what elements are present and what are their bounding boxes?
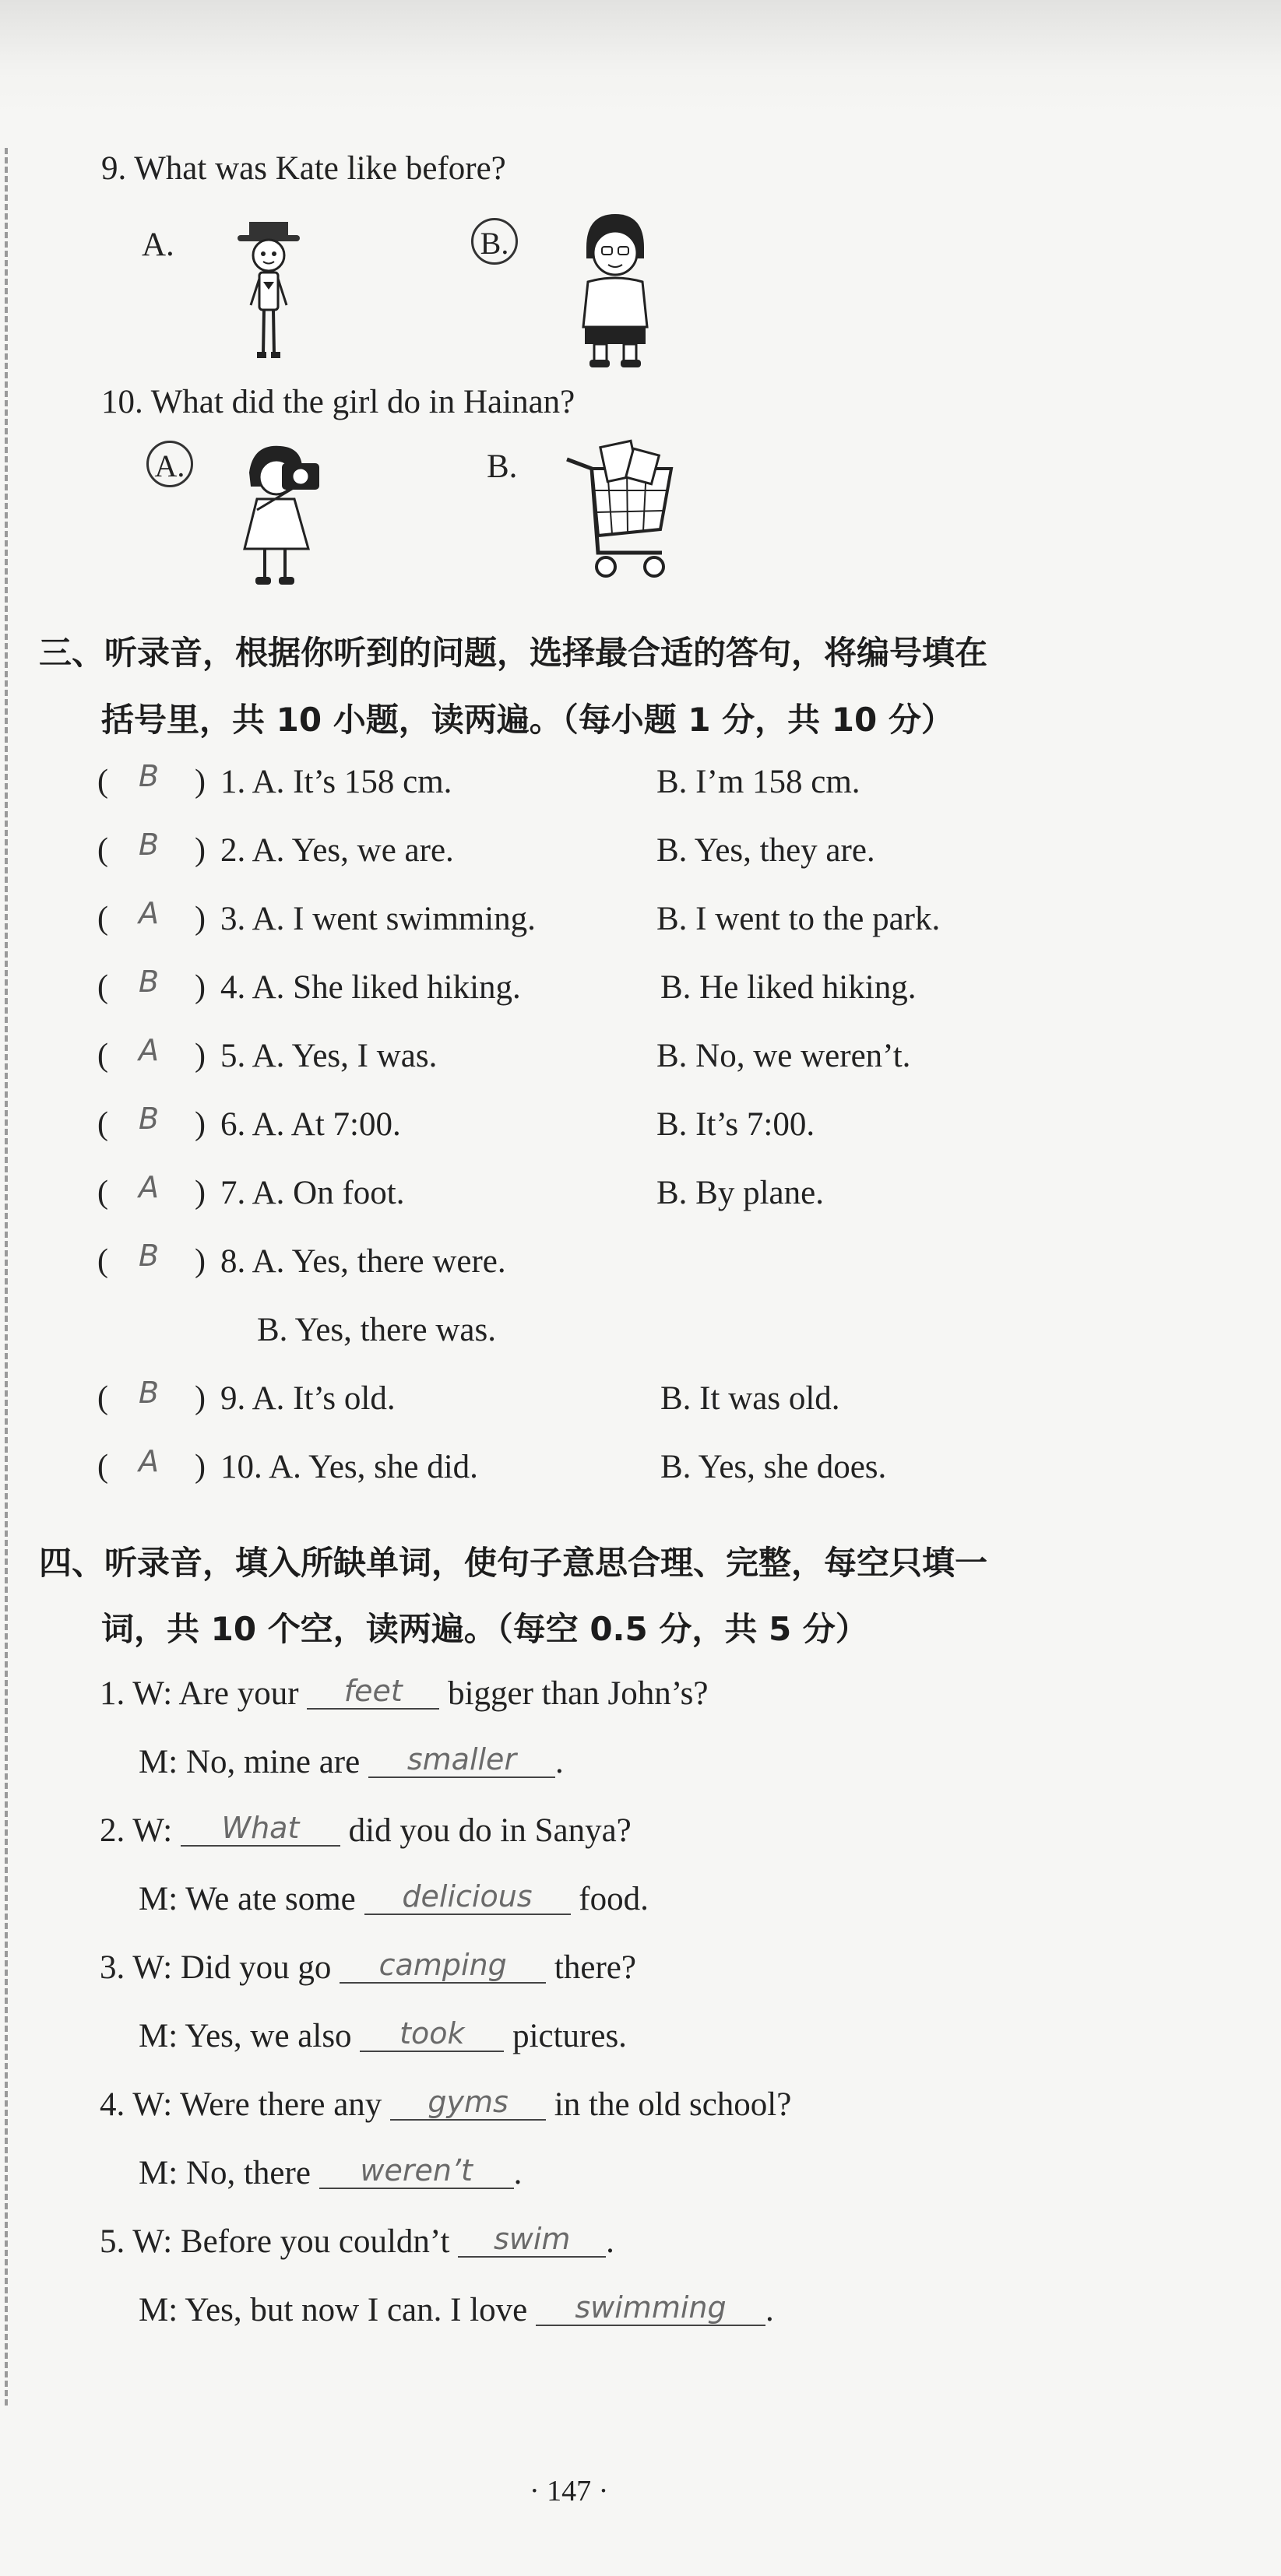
answer-letter: A — [139, 1444, 159, 1478]
dialog-2-m: M: We ate some delicious food. — [139, 1879, 649, 1917]
option-a: 8. A. Yes, there were. — [220, 1243, 506, 1280]
q10-question: 10. What did the girl do in Hainan? — [101, 384, 575, 420]
fill-blank: feet — [307, 1674, 439, 1710]
q9-option-a-label: A. — [142, 227, 174, 263]
answer-letter: B — [139, 1239, 160, 1273]
fill-blank: swimming — [536, 2290, 765, 2326]
part4-title-line1: 四、听录音，填入所缺单词，使句子意思合理、完整，每空只填一 — [39, 1544, 988, 1582]
slim-girl-icon — [234, 218, 304, 366]
fill-blank: delicious — [364, 1879, 571, 1915]
option-a: 10. A. Yes, she did. — [220, 1449, 478, 1485]
answer-letter: B — [139, 1376, 160, 1410]
answer-letter: B — [139, 1102, 160, 1136]
option-a: 3. A. I went swimming. — [220, 901, 536, 937]
option-a: 9. A. It’s old. — [220, 1380, 396, 1417]
answer-letter: B — [139, 965, 160, 999]
q9-question: 9. What was Kate like before? — [101, 150, 506, 187]
dialog-1-m: M: No, mine are smaller . — [139, 1742, 564, 1780]
option-b: B. Yes, she does. — [660, 1449, 887, 1485]
fill-blank: camping — [340, 1948, 546, 1984]
dialog-3-w: 3. W: Did you go camping there? — [100, 1948, 636, 1986]
answer-letter: A — [139, 1033, 159, 1067]
dialog-1-w: 1. W: Are your feet bigger than John’s? — [100, 1674, 709, 1712]
option-a: 5. A. Yes, I was. — [220, 1038, 438, 1074]
fill-blank: swim — [458, 2222, 606, 2258]
dialog-5-m: M: Yes, but now I can. I love swimming . — [139, 2290, 774, 2328]
fill-blank: weren’t — [319, 2153, 514, 2189]
option-b: B. Yes, they are. — [656, 832, 875, 869]
heavy-girl-icon — [572, 210, 658, 374]
answer-letter: A — [139, 896, 159, 930]
q10-option-a-label — [146, 441, 193, 487]
part3-title-line2: 括号里，共 10 小题，读两遍。（每小题 1 分，共 10 分） — [101, 701, 954, 739]
answer-circle: B. — [471, 218, 518, 265]
dialog-3-m: M: Yes, we also took pictures. — [139, 2016, 627, 2054]
option-b: B. I went to the park. — [656, 901, 941, 937]
dialog-4-w: 4. W: Were there any gyms in the old school? — [100, 2085, 792, 2123]
option-a: 2. A. Yes, we are. — [220, 832, 454, 869]
fill-blank: smaller — [368, 1742, 555, 1778]
option-b: B. It was old. — [660, 1380, 840, 1417]
answer-letter: B — [139, 828, 160, 862]
fill-blank: took — [360, 2016, 504, 2052]
shopping-cart-icon — [561, 436, 677, 592]
option-a: 7. A. On foot. — [220, 1175, 405, 1211]
option-b: B. By plane. — [656, 1175, 824, 1211]
scan-shadow — [0, 0, 1281, 117]
answer-letter: B — [139, 759, 160, 793]
girl-with-camera-icon — [234, 440, 335, 592]
q10-option-b-label: B. — [487, 448, 518, 485]
page-number: · 147 · — [530, 2475, 609, 2507]
option-b: B. He liked hiking. — [660, 969, 917, 1006]
dialog-5-w: 5. W: Before you couldn’t swim . — [100, 2222, 614, 2260]
option-a: 4. A. She liked hiking. — [220, 969, 521, 1006]
option-b: B. Yes, there was. — [257, 1312, 496, 1348]
answer-circle: A. — [146, 441, 193, 487]
option-b: B. I’m 158 cm. — [656, 764, 860, 800]
part4-title-line2: 词，共 10 个空，读两遍。（每空 0.5 分，共 5 分） — [101, 1610, 868, 1648]
dialog-2-w: 2. W: What did you do in Sanya? — [100, 1811, 632, 1849]
fill-blank: What — [181, 1811, 340, 1847]
fill-blank: gyms — [390, 2085, 546, 2121]
option-b: B. It’s 7:00. — [656, 1106, 815, 1143]
option-b: B. No, we weren’t. — [656, 1038, 911, 1074]
dialog-4-m: M: No, there weren’t . — [139, 2153, 523, 2191]
part3-title-line1: 三、听录音，根据你听到的问题，选择最合适的答句，将编号填在 — [39, 634, 988, 672]
cut-line — [5, 148, 8, 2406]
option-a: 1. A. It’s 158 cm. — [220, 764, 452, 800]
q9-option-b-label — [471, 218, 518, 265]
answer-letter: A — [139, 1170, 159, 1204]
option-a: 6. A. At 7:00. — [220, 1106, 401, 1143]
